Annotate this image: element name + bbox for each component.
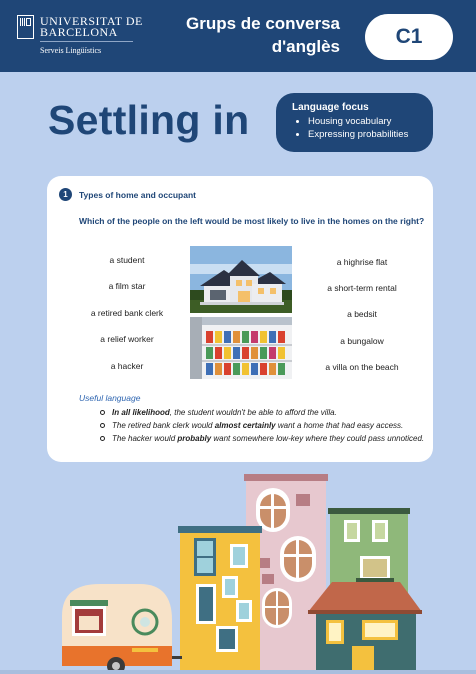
person-item: a student [109, 255, 145, 265]
villa-photo [190, 246, 292, 313]
example-rest: want somewhere low-key where they could pass unnoticed. [211, 434, 425, 443]
apartment-photo [190, 317, 292, 379]
focus-item: • Expressing probabilities [308, 128, 433, 141]
exercise-card [47, 176, 433, 462]
header-title-line1: Grups de conversa [185, 14, 340, 33]
shield-icon [17, 15, 34, 39]
level-badge: C1 [365, 14, 453, 60]
person-item: a relief worker [100, 334, 154, 344]
example-bold: almost certainly [214, 421, 276, 430]
useful-language-label: Useful language [79, 393, 141, 403]
logo-line3: Serveis Lingüístics [40, 46, 102, 55]
section-title: Types of home and occupant [79, 190, 196, 200]
page-title: Settling in [48, 97, 250, 143]
example-bold: In all likelihood [112, 408, 170, 417]
example-sentence [97, 432, 424, 445]
person-item: a hacker [110, 361, 144, 371]
home-item: a short-term rental [327, 283, 397, 293]
home-item: a highrise flat [336, 257, 388, 267]
focus-list [292, 115, 433, 141]
example-sentence [97, 419, 424, 432]
caravan-illustration [62, 584, 182, 674]
round-window [280, 536, 316, 582]
section-number-badge: 1 [59, 188, 72, 201]
yellow-house [178, 526, 262, 674]
example-bold: probably [177, 434, 212, 443]
focus-title: Language focus [292, 102, 369, 113]
teal-house [308, 582, 422, 674]
question-text: Which of the people on the left would be most likely to live in the homes on the right? [79, 216, 425, 226]
logo-line2: BARCELONA [40, 25, 118, 39]
home-item: a villa on the beach [325, 362, 399, 372]
header-title-line2: d'anglès [271, 37, 340, 56]
example-rest: want a home that had easy access. [275, 421, 404, 430]
header-bar [0, 0, 476, 72]
example-sentence [97, 406, 424, 419]
person-item: a film star [108, 281, 146, 291]
focus-item: • Housing vocabulary [308, 115, 433, 128]
example-rest: , the student wouldn't be able to afford the villa. [169, 408, 337, 417]
logo-divider [40, 41, 133, 42]
pink-mid-window [262, 588, 292, 628]
example-pre: The hacker would [112, 434, 178, 443]
person-item: a retired bank clerk [90, 308, 164, 318]
logo-line1: UNIVERSITAT DE [40, 14, 143, 28]
home-item: a bungalow [340, 336, 384, 346]
houses-illustration [0, 470, 476, 674]
example-pre: The retired bank clerk would [112, 421, 215, 430]
header-title [186, 12, 340, 58]
language-focus-box [276, 93, 433, 152]
home-item: a bedsit [347, 309, 377, 319]
useful-language-list [97, 406, 424, 445]
